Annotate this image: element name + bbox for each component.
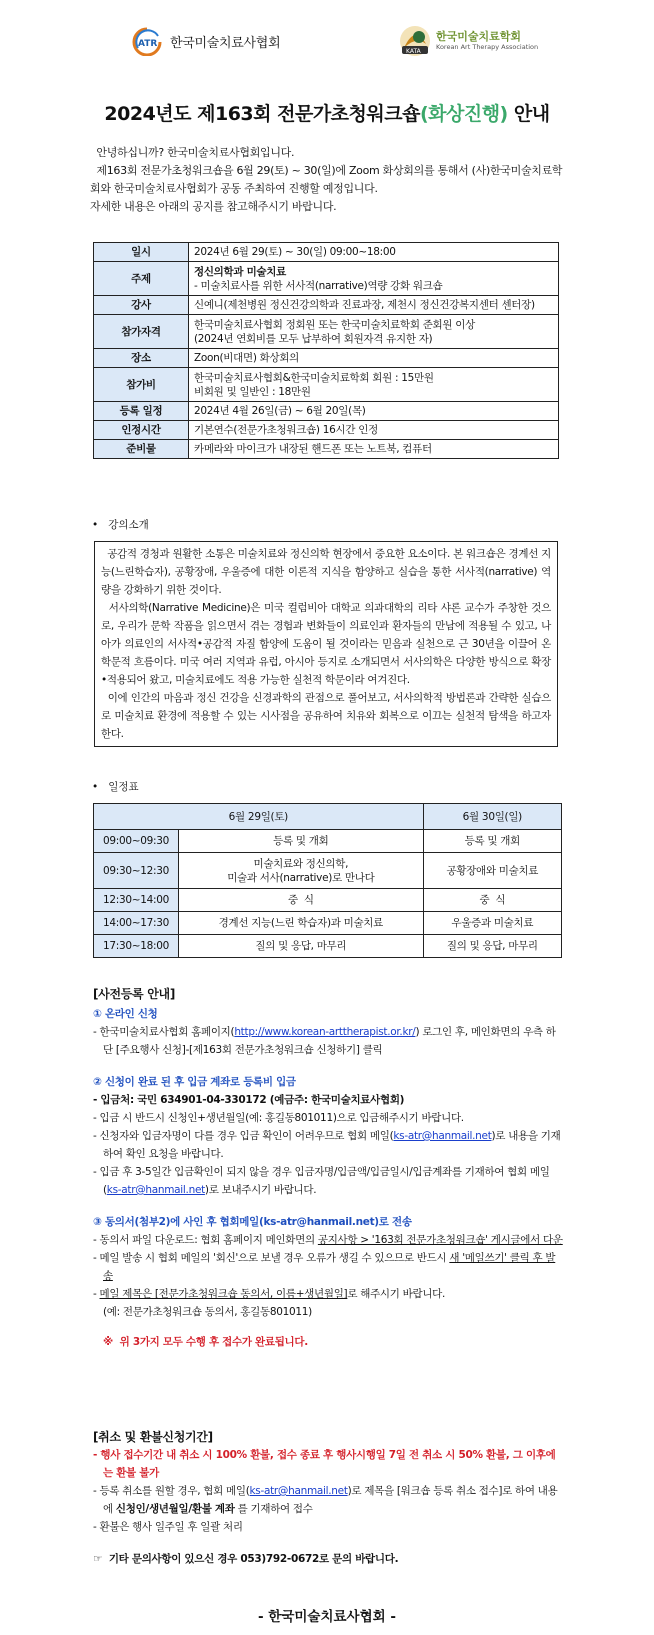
table-row: 17:30~18:00 질의 및 응답, 마무리 질의 및 응답, 마무리 (94, 935, 562, 958)
step2-title: ② 신청이 완료 된 후 입금 계좌로 등록비 입금 (93, 1076, 296, 1088)
step3-line-1: - 동의서 파일 다운로드: 협회 홈페이지 메인화면의 공지사항 > '163회 전문가초청워크숍' 게시글에서 다운 (93, 1234, 563, 1246)
info-table (93, 242, 559, 459)
kata-logo-english: Korean Art Therapy Association (436, 43, 539, 51)
deposit-note-2: - 신청자와 입금자명이 다를 경우 입금 확인이 어려우므로 협회 메일(ks-atr@hanmail.net)로 내용을 기재하여 확인 요청을 바랍니다. (93, 1130, 561, 1160)
table-row: 강사 신예니(제천병원 정신건강의학과 진료과장, 제천시 정신건강복지센터 센터장) (94, 296, 559, 315)
atr-logo (130, 26, 280, 56)
table-row: 준비물 카메라와 마이크가 내장된 핸드폰 또는 노트북, 컴퓨터 (94, 440, 559, 459)
lecture-box: 공감적 경청과 원활한 소통은 미술치료와 정신의학 현장에서 중요한 요소이다. 본 워크숍은 경계선 지능(느린학습자), 공황장애, 우울증에 대한 이론적 지식을 함양하고 실습을 통한 서사적(narrative) 역량을 강화하기 위한 것이다. 서사의학(Narrative Medicine)은 미국 컬럼비아 대학교 의과대학의 리타 샤론 교수가 주창한 것으로, 우리가 문학 작품을 읽으면서 겪는 경험과 변화들이 의료인과 환자들의 만남에 적용될 수 있고, 나아가 의료인의 서사적•공감적 자질 함양에 도움이 될 것이라는 믿음과 실천으로 근 30년을 이끌어 온 학문적 흐름이다. 미국 여러 지역과 유럽, 아시아 등지로 소개되면서 서사의학은 다양한 방식으로 확장•적용되어 왔고, 미술치료에도 적용 가능한 실천적 학문이라 여겨진다. 이에 인간의 마음과 정신 건강을 신경과학의 관점으로 풀어보고, 서사의학적 방법론과 간략한 실습으로 미술치료 환경에 적용할 수 있는 시사점을 공유하여 치유와 회복으로 이끄는 실천적 탐색을 하고자 한다. (94, 541, 558, 747)
account-info: - 입금처: 국민 634901-04-330172 (예금주: 한국미술치료사협회) (93, 1094, 405, 1106)
step3-title: ③ 동의서(첨부2)에 사인 후 협회메일(ks-atr@hanmail.net)로 전송 (93, 1216, 412, 1228)
atr-logo-icon (130, 26, 164, 56)
svg-text:KATA: KATA (406, 48, 421, 55)
bullet-icon: • (92, 519, 99, 531)
table-row: 14:00~17:30 경계선 지능(느린 학습자)과 미술치료 우울증과 미술치료 (94, 912, 562, 935)
kata-logo-icon (398, 24, 432, 58)
completion-warning: ※ 위 3가지 모두 수행 후 접수가 완료됩니다. (103, 1336, 308, 1348)
table-row: 등록 일정 2024년 4월 26일(금) ~ 6월 20일(목) (94, 402, 559, 421)
email-link[interactable]: ks-atr@hanmail.net (393, 1130, 492, 1142)
refund-policy: - 행사 접수기간 내 취소 시 100% 환불, 접수 종료 후 행사시행일 7일 전 취소 시 50% 환불, 그 이후에는 환불 불가 (93, 1449, 556, 1479)
page-title: 2024년도 제163회 전문가초청워크숍(화상진행) 안내 (104, 103, 550, 125)
schedule-table (93, 803, 562, 958)
lecture-heading: • 강의소개 (92, 519, 149, 531)
refund-heading: [취소 및 환불신청기간] (93, 1430, 213, 1444)
registration-heading: [사전등록 안내] (93, 987, 175, 1001)
title-highlight: (화상진행) (419, 103, 508, 125)
step3-line-3: - 메일 제목은 [전문가초청워크숍 동의서, 이름+생년월일]로 해주시기 바랍니다. (93, 1288, 446, 1300)
refund-cancel-note: - 등록 취소를 원할 경우, 협회 메일(ks-atr@hanmail.net)로 제목을 [워크숍 등록 취소 접수]로 하여 내용에 신청인/생년월일/환불 계좌 를 기재하여 접수 (93, 1485, 558, 1515)
table-row: 09:00~09:30 등록 및 개회 등록 및 개회 (94, 830, 562, 853)
table-row: 12:30~14:00 중 식 중 식 (94, 889, 562, 912)
table-row: 09:30~12:30 미술치료와 정신의학, 미술과 서사(narrative)로 만나다 공황장애와 미술치료 (94, 853, 562, 889)
homepage-link[interactable]: http://www.korean-arttherapist.or.kr/ (234, 1026, 416, 1038)
step3-example: (예: 전문가초청워크숍 동의서, 홍길동801011) (103, 1306, 312, 1318)
schedule-heading: • 일정표 (92, 781, 139, 793)
table-header-row: 6월 29일(토) 6월 30일(일) (94, 804, 562, 830)
refund-section (93, 1428, 563, 1568)
registration-section (93, 985, 563, 1351)
table-row: 참가비 한국미술치료사협회&한국미술치료학회 회원 : 15만원 비회원 및 일반인 : 18만원 (94, 368, 559, 402)
svg-text:ATR: ATR (138, 39, 158, 49)
refund-processing-note: - 환불은 행사 일주일 후 일괄 처리 (93, 1521, 243, 1533)
email-link[interactable]: ks-atr@hanmail.net (249, 1485, 348, 1497)
table-row: 참가자격 한국미술치료사협회 정회원 또는 한국미술치료학회 준회원 이상 (2024년 연회비를 모두 납부하여 회원자격 유지한 자) (94, 315, 559, 349)
table-row: 장소 Zoon(비대면) 화상회의 (94, 349, 559, 368)
step1-text: - 한국미술치료사협회 홈페이지(http://www.korean-arttherapist.or.kr/) 로그인 후, 메인화면의 우측 하단 [주요행사 신청]-[제163회 전문가초청워크숍 신청하기] 클릭 (93, 1026, 556, 1056)
email-link[interactable]: ks-atr@hanmail.net (106, 1184, 205, 1196)
deposit-note-1: - 입금 시 반드시 신청인+생년월일(예: 홍길동801011)으로 입금해주시기 바랍니다. (93, 1112, 464, 1124)
bullet-icon: • (92, 781, 99, 793)
kata-logo-text: 한국미술치료학회 (436, 30, 522, 43)
intro-text: 안녕하십니까? 한국미술치료사협회입니다. 제163회 전문가초청워크숍을 6월 29(토) ~ 30(일)에 Zoom 화상회의를 통해서 (사)한국미술치료학회와 한국미술치료사협회가 공동 주최하여 진행할 예정입니다. 자세한 내용은 아래의 공지를 참고해주시기 바랍니다. (90, 146, 563, 213)
contact-info: ☞ 기타 문의사항이 있으신 경우 053)792-0672로 문의 바랍니다. (93, 1553, 399, 1565)
table-row: 인정시간 기본연수(전문가초청워크숍) 16시간 인정 (94, 421, 559, 440)
kata-logo (398, 24, 538, 58)
step3-line-2: - 메일 발송 시 협회 메일의 '회신'으로 보낼 경우 오류가 생길 수 있으므로 반드시 새 '메일쓰기' 클릭 후 발송 (93, 1252, 556, 1282)
footer-org-name: - 한국미술치료사협회 - (258, 1609, 396, 1625)
deposit-note-3: - 입금 후 3-5일간 입금확인이 되지 않을 경우 입금자명/입금액/입금일시/입금계좌를 기재하여 협회 메일(ks-atr@hanmail.net)로 보내주시기 바랍니다. (93, 1166, 550, 1196)
atr-logo-text: 한국미술치료사협회 (170, 35, 281, 51)
step1-title: ① 온라인 신청 (93, 1008, 158, 1020)
table-row: 일시 2024년 6월 29(토) ~ 30(일) 09:00~18:00 (94, 243, 559, 262)
table-row: 주제 정신의학과 미술치료 - 미술치료사를 위한 서사적(narrative)역량 강화 워크숍 (94, 262, 559, 296)
